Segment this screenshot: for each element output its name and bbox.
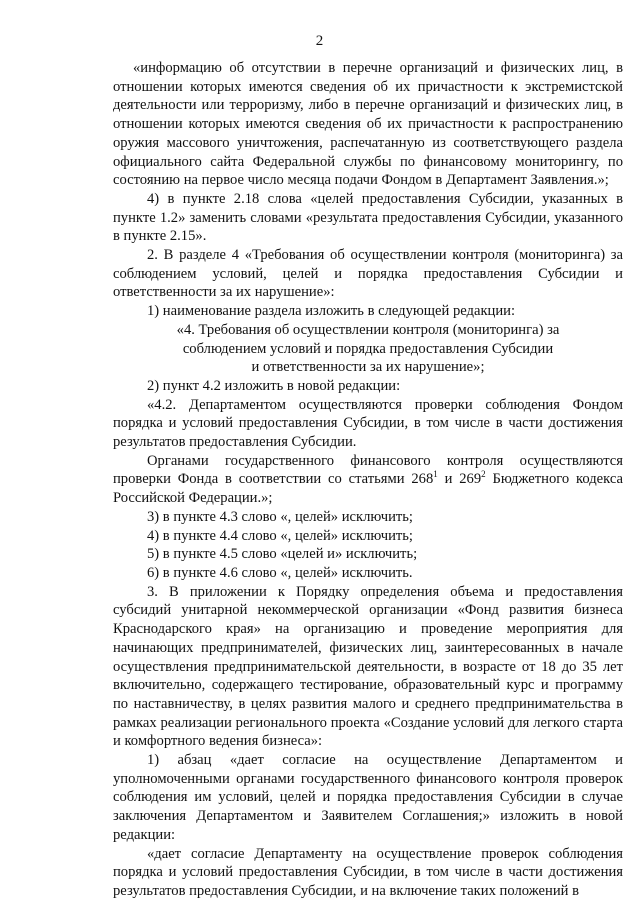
paragraph-section-2: 2. В разделе 4 «Требования об осуществлении контроля (мониторинга) за соблюдением условий, целей и порядка предоставления Субсидии и ответственности за их нарушение»: xyxy=(113,247,623,301)
paragraph-item-5-point-4-5: 5) в пункте 4.5 слово «целей и» исключить; xyxy=(147,546,418,563)
paragraph-item-6-point-4-6: 6) в пункте 4.6 слово «, целей» исключить. xyxy=(147,564,413,581)
page-number: 2 xyxy=(315,33,324,49)
paragraph-item-1-section-title: 1) наименование раздела изложить в следующей редакции: xyxy=(147,303,516,320)
paragraph-consent-new-text: «дает согласие Департаменту на осуществление проверок соблюдения порядка и условий предоставления Субсидии, в том числе в части достижения результатов предоставления Субсидии, и на включение таких положений в xyxy=(113,845,623,899)
article-268-superscript: 1 xyxy=(433,469,438,480)
article-269-superscript: 2 xyxy=(481,469,486,480)
control-text-before: Органами государственного финансового контроля осуществляются проверки Фонда в соответствии со статьями 268 xyxy=(113,452,623,488)
section-4-heading-line-2: соблюдением условий и порядка предоставления Субсидии xyxy=(182,340,554,357)
section-4-heading-line-1: «4. Требования об осуществлении контроля (мониторинга) за xyxy=(176,321,560,338)
paragraph-section-3-appendix: 3. В приложении к Порядку определения объема и предоставления субсидий унитарной некоммерческой организации «Фонд развития бизнеса Краснодарского края» на организацию и проведение мероприятия для начинающих предпринимателей, физических лиц, заинтересованных в начале осуществления предпринимательской деятельности, в возрасте от 18 до 35 лет включительно, содержащего тестирование, образовательный курс и программу по наставничеству, в целях развития малого и среднего предпринимательства в рамках реализации регионального проекта «Создание условий для легкого старта и комфортного ведения бизнеса»: xyxy=(113,583,623,750)
paragraph-item-4: 4) в пункте 2.18 слова «целей предоставления Субсидии, указанных в пункте 1.2» заменить словами «результата предоставления Субсидии, указанного в пункте 2.15». xyxy=(113,190,623,245)
document-body xyxy=(113,59,623,901)
paragraph-financial-control xyxy=(113,452,623,508)
paragraph-item-2-point-4-2: 2) пункт 4.2 изложить в новой редакции: xyxy=(147,377,401,394)
control-text-middle: и 269 xyxy=(437,471,482,488)
section-4-heading-line-3: и ответственности за их нарушение»; xyxy=(251,359,485,376)
paragraph-item-3-point-4-3: 3) в пункте 4.3 слово «, целей» исключить; xyxy=(147,508,413,525)
paragraph-item-4-point-4-4: 4) в пункте 4.4 слово «, целей» исключить; xyxy=(147,527,413,544)
control-text-after: Бюджетного кодекса Российской Федерации.»; xyxy=(113,471,623,507)
paragraph-point-4-2-text: «4.2. Департаментом осуществляются проверки соблюдения Фондом порядка и условий предоставления Субсидии, в том числе в части достижения результатов предоставления Субсидии. xyxy=(113,396,623,451)
paragraph-item-1-consent: 1) абзац «дает согласие на осуществление Департаментом и уполномоченными органами государственного финансового контроля проверок соблюдения им условий, целей и порядка предоставления Субсидии в случае заключения Департаментом и Заявителем Соглашения;» изложить в новой редакции: xyxy=(113,752,623,843)
paragraph-quoted-information: «информацию об отсутствии в перечне организаций и физических лиц, в отношении которых имеются сведения об их причастности к экстремистской деятельности или терроризму, либо в перечне организаций и физических лиц, в отношении которых имеются сведения об их причастности к распространению оружия массового уничтожения, распечатанную из соответствующего раздела официального сайта Федеральной службы по финансовому мониторингу, по состоянию на первое число месяца подачи Фондом в Департамент Заявления.»; xyxy=(113,60,623,189)
